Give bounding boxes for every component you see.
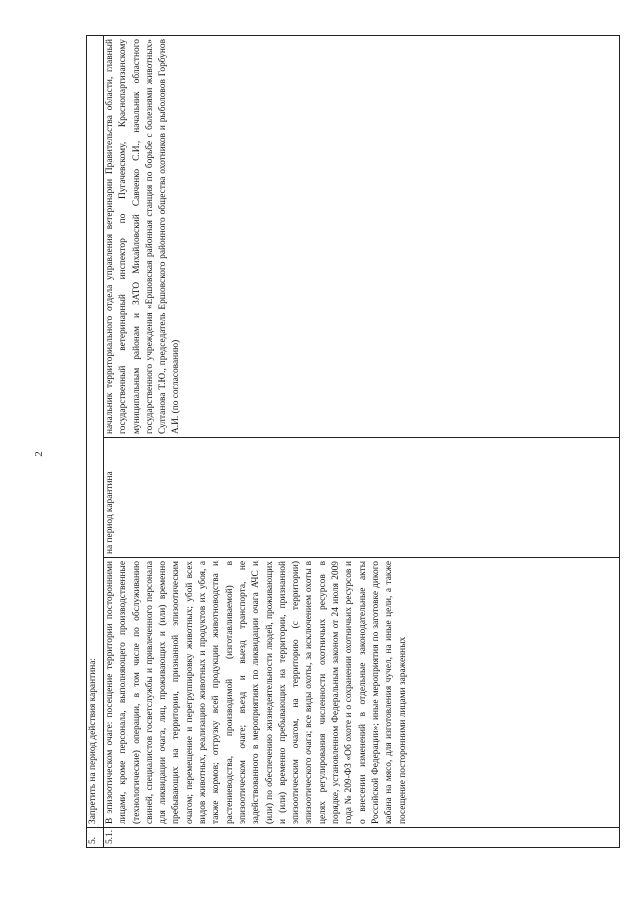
table-row-section-header <box>87 36 104 848</box>
table-row-item <box>104 36 620 848</box>
item-number: 5.1. <box>104 828 620 848</box>
measure-cell: В эпизоотическом очаге: посещение территории посторонними лицами, кроме персонала, выполняющего производственные (технологические) операции, в том числе по обслуживанию свиней, специалистов госветслужбы и привлеченного персонала для ликвидации очага, лиц, проживающих и (или) временно пребывающих на территории, признанной эпизоотическим очагом; перемещение и перегруппировку животных; убой всех видов животных, реализацию животных и продуктов их убоя, а также кормов; отгрузку всей продукции животноводства и растениеводства, производимой (изготавливаемой) в эпизоотическом очаге; въезд и выезд транспорта, не задействованного в мероприятиях по ликвидации очага АЧС и (или) по обеспечению жизнедеятельности людей, проживающих и (или) временно пребывающих на территории, признанной эпизоотическим очагом, на территорию (с территории) эпизоотического очага; все виды охоты, за исключением охоты в целях регулирования численности охотничьих ресурсов в порядке, установленном Федеральным законом от 24 июля 2009 года № 209-ФЗ «Об охоте и о сохранении охотничьих ресурсов и о внесении изменений в отдельные законодательные акты Российской Федерации»; иные мероприятия по заготовке дикого кабана на мясо, для изготовления чучел, на иные цели, а также посещение посторонними лицами зараженных <box>104 558 620 828</box>
page-number: 2 <box>32 451 45 457</box>
rotated-content <box>86 36 620 848</box>
measures-table <box>86 35 620 848</box>
section-number: 5. <box>87 828 104 848</box>
term-cell: на период карантина <box>104 438 620 558</box>
section-title: Запретить на период действия карантина: <box>87 36 104 828</box>
responsible-cell: начальник территориального отдела управления ветеринарии Правительства области, главный государственный ветеринарный инспектор по Пугачевскому, Краснопартизанскому муниципальным районам и ЗАТО Михайловский Савченко С.И., начальник областного государственного учреждения «Ершовская районная станция по борьбе с болезнями животных» Султанова Т.Ю., председатель Ершовского районного общества охотников и рыболовов Горбунов А.И. (по согласованию) <box>104 36 620 438</box>
